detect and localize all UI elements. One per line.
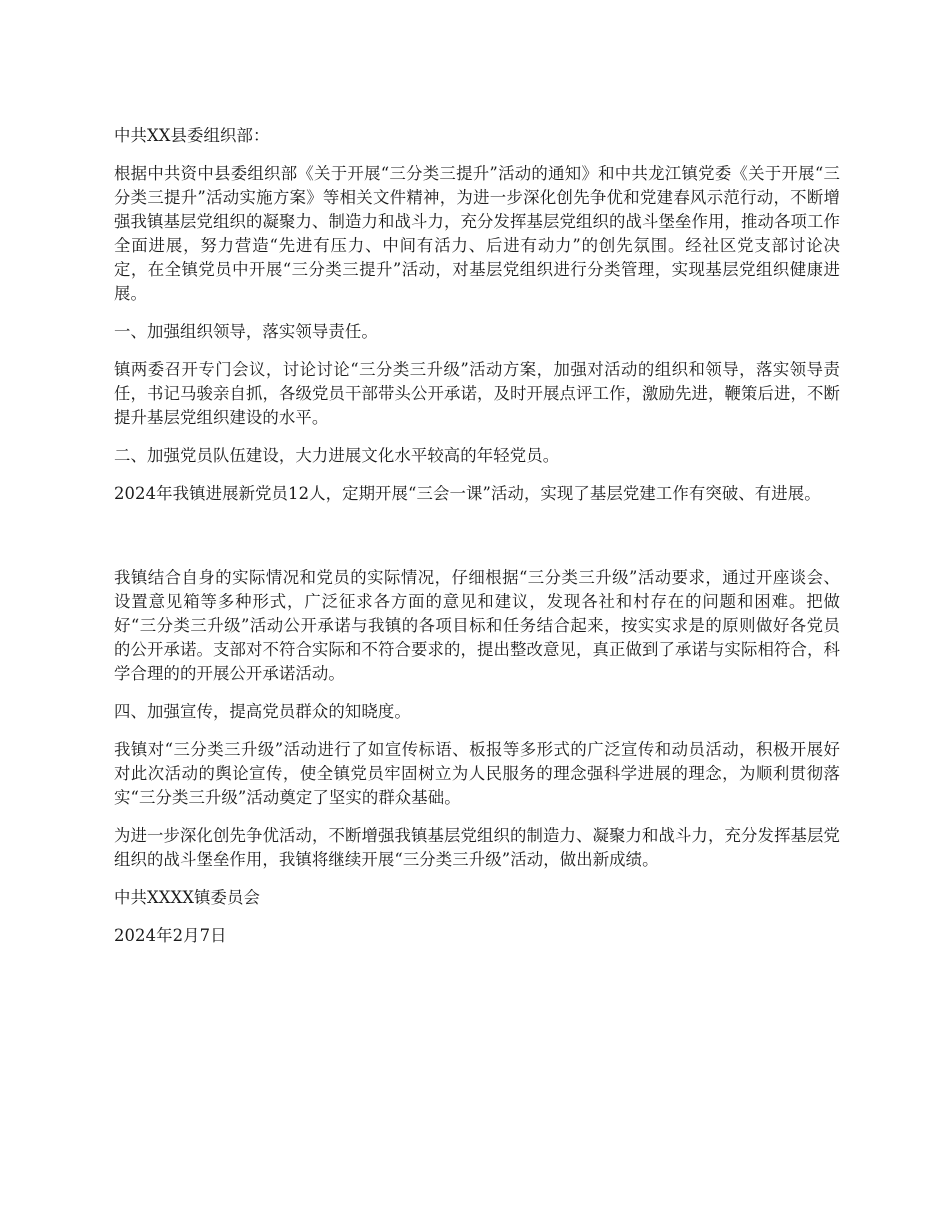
signature: 中共XXXX镇委员会 bbox=[114, 888, 261, 907]
paragraph-section-1: 镇两委召开专门会议，讨论讨论“三分类三升级”活动方案，加强对活动的组织和领导，落实领导责任，书记马骏亲自抓，各级党员干部带头公开承诺，及时开展点评工作，激励先进，鞭策后进，不断提升基层党组织建设的水平。 bbox=[114, 360, 840, 427]
paragraph-section-4: 我镇对“三分类三升级”活动进行了如宣传标语、板报等多形式的广泛宣传和动员活动，积极开展好对此次活动的舆论宣传，使全镇党员牢固树立为人民服务的理念强科学进展的理念，为顺利贯彻落实“三分类三升级”活动奠定了坚实的群众基础。 bbox=[114, 740, 840, 807]
date: 2024年2月7日 bbox=[114, 926, 227, 945]
document-body bbox=[114, 124, 840, 962]
section-heading-4: 四、加强宣传，提高党员群众的知晓度。 bbox=[114, 702, 411, 721]
section-heading-2: 二、加强党员队伍建设，大力进展文化水平较高的年轻党员。 bbox=[114, 446, 560, 465]
salutation: 中共XX县委组织部： bbox=[114, 126, 270, 145]
paragraph-intro: 根据中共资中县委组织部《关于开展“三分类三提升”活动的通知》和中共龙江镇党委《关于开展“三分类三提升”活动实施方案》等相关文件精神，为进一步深化创先争优和党建春风示范行动，不断增强我镇基层党组织的凝聚力、制造力和战斗力，充分发挥基层党组织的战斗堡垒作用，推动各项工作全面进展，努力营造“先进有压力、中间有活力、后进有动力”的创先氛围。经社区党支部讨论决定，在全镇党员中开展“三分类三提升”活动，对基层党组织进行分类管理，实现基层党组织健康进展。 bbox=[114, 164, 840, 303]
paragraph-section-3: 我镇结合自身的实际情况和党员的实际情况，仔细根据“三分类三升级”活动要求，通过开座谈会、设置意见箱等多种形式，广泛征求各方面的意见和建议，发现各社和村存在的问题和困难。把做好“三分类三升级”活动公开承诺与我镇的各项目标和任务结合起来，按实实求是的原则做好各党员的公开承诺。支部对不符合实际和不符合要求的，提出整改意见，真正做到了承诺与实际相符合，科学合理的的开展公开承诺活动。 bbox=[114, 568, 840, 683]
paragraph-closing: 为进一步深化创先争优活动，不断增强我镇基层党组织的制造力、凝聚力和战斗力，充分发挥基层党组织的战斗堡垒作用，我镇将继续开展“三分类三升级”活动，做出新成绩。 bbox=[114, 826, 840, 869]
paragraph-section-2: 2024年我镇进展新党员12人，定期开展“三会一课”活动，实现了基层党建工作有突破、有进展。 bbox=[114, 484, 821, 503]
section-heading-1: 一、加强组织领导，落实领导责任。 bbox=[114, 322, 378, 341]
blank-gap bbox=[114, 520, 840, 566]
